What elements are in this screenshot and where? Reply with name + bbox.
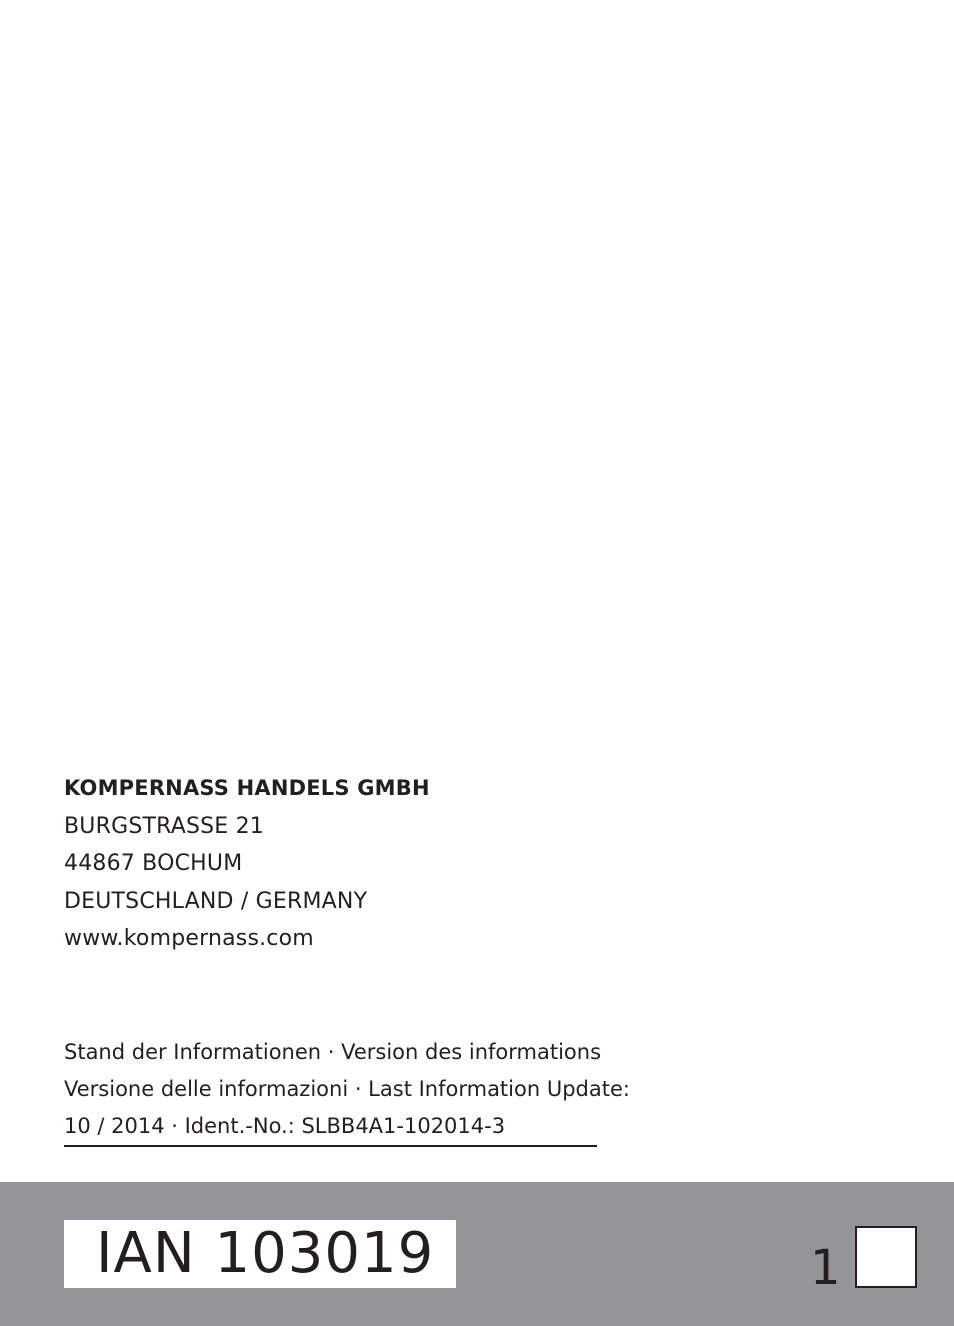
- information-update-block: [64, 1034, 630, 1147]
- info-line-2: Versione delle informazioni · Last Information Update:: [64, 1077, 630, 1101]
- country: DEUTSCHLAND / GERMANY: [64, 888, 368, 914]
- website-link[interactable]: www.kompernass.com: [64, 926, 314, 951]
- ian-label-box: [64, 1220, 456, 1288]
- info-line-3: 10 / 2014 · Ident.-No.: SLBB4A1-102014-3: [64, 1114, 506, 1138]
- page-number: 1: [810, 1240, 841, 1296]
- postal-city: 44867 BOCHUM: [64, 851, 243, 876]
- ian-number: IAN 103019: [96, 1221, 435, 1286]
- page-box-icon: [855, 1226, 917, 1288]
- manufacturer-address: [64, 770, 664, 958]
- company-name: KOMPERNASS HANDELS GMBH: [64, 776, 430, 800]
- street-address: BURGSTRASSE 21: [64, 813, 264, 839]
- divider-rule: [64, 1145, 597, 1147]
- footer-band: [0, 1182, 954, 1326]
- info-line-1: Stand der Informationen · Version des informations: [64, 1040, 602, 1064]
